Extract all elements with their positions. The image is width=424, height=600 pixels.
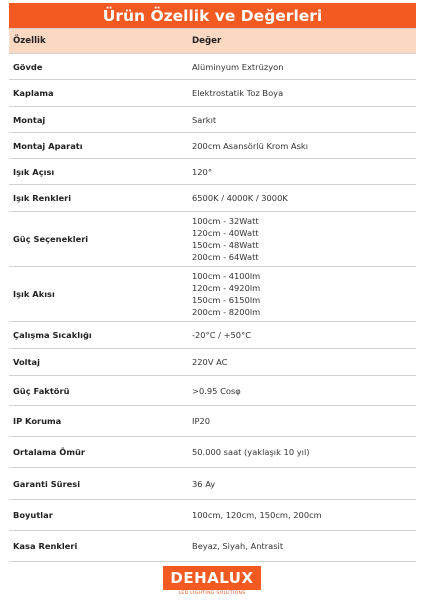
spec-label: Kasa Renkleri bbox=[9, 531, 189, 562]
spec-value bbox=[189, 468, 416, 500]
spec-value bbox=[189, 80, 416, 107]
table-row bbox=[9, 349, 416, 376]
spec-value bbox=[189, 349, 416, 376]
spec-table bbox=[9, 28, 416, 562]
table-row bbox=[9, 531, 416, 562]
table-row bbox=[9, 322, 416, 349]
table-row bbox=[9, 133, 416, 159]
spec-value bbox=[189, 376, 416, 406]
page-title: Ürün Özellik ve Değerleri bbox=[9, 3, 416, 28]
spec-label: Voltaj bbox=[9, 349, 189, 376]
table-row bbox=[9, 159, 416, 185]
logo-wordmark: DEHALUX bbox=[163, 566, 261, 590]
spec-label: Montaj bbox=[9, 107, 189, 133]
spec-value bbox=[189, 437, 416, 468]
spec-value-line: 150cm - 6150lm bbox=[192, 295, 261, 305]
spec-value bbox=[189, 500, 416, 531]
spec-value bbox=[189, 267, 416, 322]
table-row bbox=[9, 267, 416, 322]
table-row bbox=[9, 212, 416, 267]
spec-value-line: Beyaz, Siyah, Antrasit bbox=[192, 541, 284, 551]
spec-value bbox=[189, 54, 416, 80]
spec-label: Boyutlar bbox=[9, 500, 189, 531]
spec-label: Işık Açısı bbox=[9, 159, 189, 185]
spec-value-line: 100cm - 4100lm bbox=[192, 271, 261, 281]
spec-value bbox=[189, 322, 416, 349]
spec-value-line: -20°C / +50°C bbox=[192, 330, 252, 340]
spec-value-line: 100cm - 32Watt bbox=[192, 216, 259, 226]
spec-value-line: 100cm, 120cm, 150cm, 200cm bbox=[192, 510, 322, 520]
spec-label: Montaj Aparatı bbox=[9, 133, 189, 159]
spec-value bbox=[189, 133, 416, 159]
table-row bbox=[9, 107, 416, 133]
spec-label: Işık Renkleri bbox=[9, 185, 189, 212]
brand-logo bbox=[163, 566, 261, 598]
spec-label: Güç Seçenekleri bbox=[9, 212, 189, 267]
spec-value-line: 120° bbox=[192, 166, 212, 177]
spec-label: Çalışma Sıcaklığı bbox=[9, 322, 189, 349]
spec-value bbox=[189, 185, 416, 212]
spec-value-line: 200cm - 8200lm bbox=[192, 307, 261, 317]
table-row bbox=[9, 468, 416, 500]
spec-value bbox=[189, 212, 416, 267]
spec-value-line: Alüminyum Extrüzyon bbox=[192, 61, 284, 72]
table-row bbox=[9, 406, 416, 437]
spec-value-line: 220V AC bbox=[192, 357, 228, 367]
spec-value bbox=[189, 531, 416, 562]
spec-value bbox=[189, 159, 416, 185]
spec-value-line: 120cm - 40Watt bbox=[192, 228, 259, 238]
table-row bbox=[9, 376, 416, 406]
spec-value-line: Elektrostatik Toz Boya bbox=[192, 88, 284, 98]
spec-value-line: 6500K / 4000K / 3000K bbox=[192, 193, 288, 203]
spec-label: Gövde bbox=[9, 54, 189, 80]
spec-value-line: Sarkıt bbox=[192, 114, 217, 125]
spec-label: IP Koruma bbox=[9, 406, 189, 437]
spec-value-line: 50.000 saat (yaklaşık 10 yıl) bbox=[192, 447, 310, 457]
table-row bbox=[9, 437, 416, 468]
spec-label: Işık Akısı bbox=[9, 267, 189, 322]
header-feature: Özellik bbox=[9, 29, 189, 54]
spec-value-line: >0.95 Cosφ bbox=[192, 385, 241, 396]
header-value: Değer bbox=[189, 29, 416, 54]
spec-value-line: 200cm Asansörlü Krom Askı bbox=[192, 140, 309, 151]
table-header-row bbox=[9, 29, 416, 54]
table-row bbox=[9, 80, 416, 107]
spec-value-line: 200cm - 64Watt bbox=[192, 252, 259, 262]
spec-label: Garanti Süresi bbox=[9, 468, 189, 500]
spec-value bbox=[189, 107, 416, 133]
spec-value-line: 150cm - 48Watt bbox=[192, 240, 259, 250]
spec-label: Ortalama Ömür bbox=[9, 437, 189, 468]
spec-value-line: 36 Ay bbox=[192, 478, 216, 489]
table-row bbox=[9, 54, 416, 80]
table-row bbox=[9, 185, 416, 212]
spec-value bbox=[189, 406, 416, 437]
spec-value-line: IP20 bbox=[192, 416, 211, 426]
spec-label: Kaplama bbox=[9, 80, 189, 107]
table-row bbox=[9, 500, 416, 531]
logo-tagline: LED LIGHTING SOLUTIONS bbox=[178, 591, 246, 596]
spec-label: Güç Faktörü bbox=[9, 376, 189, 406]
spec-value-line: 120cm - 4920lm bbox=[192, 283, 261, 293]
